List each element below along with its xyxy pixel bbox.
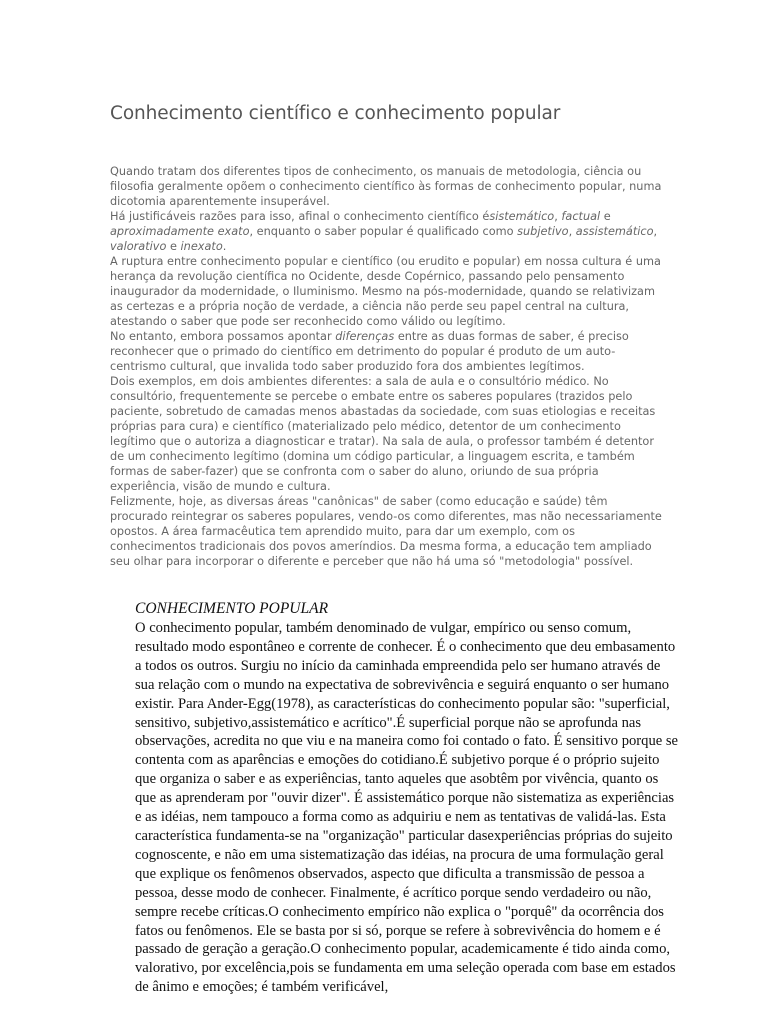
text-run: , enquanto o saber popular é qualificado como (249, 225, 518, 238)
emphasized-term: subjetivo (517, 225, 569, 238)
intro-paragraph-3 (110, 254, 662, 329)
document-title: Conhecimento científico e conhecimento popular (110, 103, 561, 124)
emphasized-term: valorativo (110, 240, 167, 253)
emphasized-term: aproximadamente exato (110, 225, 250, 238)
text-run: , (554, 210, 562, 223)
text-run: e (166, 240, 181, 253)
text-run: , (568, 225, 576, 238)
emphasized-term: factual (561, 210, 601, 223)
text-run: Dois exemplos, em dois ambientes diferentes: a sala de aula e o consultório médico. No consultório, frequentemente se percebe o embate entre os saberes populares (trazidos pelo paciente, sobretudo de camadas menos abastadas da sociedade, com suas etiologias e receitas próprias para cura) e científico (materializado pelo médico, detentor de um conhecimento legítimo que o autoriza a diagnosticar e tratar). Na sala de aula, o professor também é detentor de um conhecimento legítimo (domina um código particular, a linguagem escrita, e também formas de saber-fazer) que se confronta com o saber do aluno, oriundo de sua própria experiência, visão de mundo e cultura. (110, 375, 656, 493)
text-run: No entanto, embora possamos apontar (110, 330, 336, 343)
section-body-text: O conhecimento popular, também denominado de vulgar, empírico ou senso comum, resultado modo espontâneo e corrente de conhecer. É o conhecimento que deu embasamento a todos os outros. Surgiu no início da caminhada empreendida pelo ser humano através de sua relação com o mundo na expectativa de sobrevivência e seguirá enquanto o ser humano existir. Para Ander-Egg(1978), as características do conhecimento popular são: "superficial, sensitivo, subjetivo,assistemático e acrítico".É superficial porque não se aprofunda nas observações, acredita no que viu e na maneira como foi contado o fato. É sensitivo porque se contenta com as aparências e emoções do cotidiano.É subjetivo porque é o próprio sujeito que organiza o saber e as experiências, tanto aqueles que asobtêm por vivência, quanto os que as aprenderam por "ouvir dizer". É assistemático porque não sistematiza as experiências e as idéias, nem tampouco a forma como as adquiriu e nem as tentativas de validá-las. Esta característica fundamenta-se na "organização" particular dasexperiências próprias do sujeito cognoscente, e não em uma sistematização das idéias, na procura de uma formulação geral que explique os fenômenos observados, aspecto que dificulta a transmissão de pessoa a pessoa, desse modo de conhecer. Finalmente, é acrítico porque sendo verdadeiro ou não, sempre recebe críticas.O conhecimento empírico não explica o "porquê" da ocorrência dos fatos ou fenômenos. Ele se basta por si só, porque se refere à sobrevivência do homem e é passado de geração a geração.O conhecimento popular, academicamente é tido ainda como, valorativo, por excelência,pois se fundamenta em uma seleção operada com base em estados de ânimo e emoções; é também verificável, (135, 620, 679, 996)
intro-paragraph-1 (110, 164, 662, 209)
emphasized-term: sistemático (489, 210, 555, 223)
intro-paragraph-5 (110, 374, 662, 494)
intro-section (110, 164, 662, 569)
intro-paragraph-6 (110, 494, 662, 569)
text-run: A ruptura entre conhecimento popular e científico (ou erudito e popular) em nossa cultura é uma herança da revolução científica no Ocidente, desde Copérnico, passando pelo pensamento inaugurador da modernidade, o Iluminismo. Mesmo na pós-modernidade, quando se relativizam as certezas e a própria noção de verdade, a ciência não perde seu papel central na cultura, atestando o saber que pode ser reconhecido como válido ou legítimo. (110, 255, 661, 328)
text-run: Quando tratam dos diferentes tipos de conhecimento, os manuais de metodologia, ciência ou filosofia geralmente opõem o conhecimento científico às formas de conhecimento popular, numa dicotomia aparentemente insuperável. (110, 165, 662, 208)
emphasized-term: diferenças (335, 330, 395, 343)
emphasized-term: assistemático (575, 225, 654, 238)
text-run: entre as duas formas de saber, é preciso reconhecer que o primado do científico em detrimento do popular é produto de um auto-centrismo cultural, que invalida todo saber produzido fora dos ambientes legítimos. (110, 330, 629, 373)
section-heading: CONHECIMENTO POPULAR (135, 600, 329, 617)
text-run: . (222, 240, 227, 253)
text-run: , (653, 225, 658, 238)
intro-paragraph-2 (110, 209, 662, 254)
emphasized-term: inexato (180, 240, 223, 253)
intro-paragraph-4 (110, 329, 662, 374)
text-run: e (600, 210, 611, 223)
text-run: Felizmente, hoje, as diversas áreas "canônicas" de saber (como educação e saúde) têm procurado reintegrar os saberes populares, vendo-os como diferentes, mas não necessariamente opostos. A área farmacêutica tem aprendido muito, para dar um exemplo, com os conhecimentos tradicionais dos povos ameríndios. Da mesma forma, a educação tem ampliado seu olhar para incorporar o diferente e perceber que não há uma só "metodologia" possível. (110, 495, 662, 568)
text-run: Há justificáveis razões para isso, afinal o conhecimento científico é (110, 210, 490, 223)
